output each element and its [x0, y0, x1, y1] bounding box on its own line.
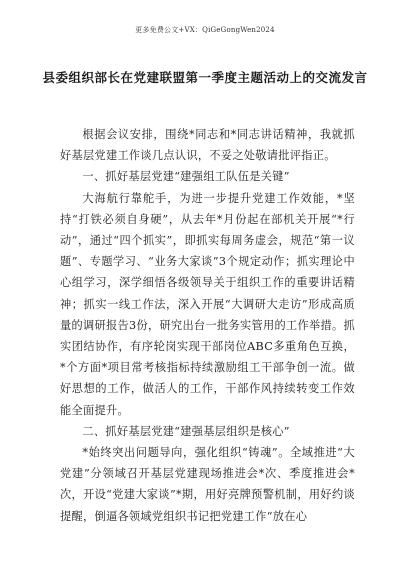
section-heading-1: 一、抓好基层党建“建强组工队伍是关键”: [82, 170, 290, 184]
section-2-paragraph: *始终突出问题导向，强化组织“铸魂”。全域推进“大党建”分领域召开基层党建现场推进会*次、季度推进会*次，开设“党建大家谈”*期，用好亮牌预警机制，用好约谈提醒，倒逼各领域党组织书记把党建工作“放在心: [60, 446, 355, 523]
intro-paragraph: 根据会议安排，围绕*同志和*同志讲话精神，我就抓好基层党建工作谈几点认识，不妥之处敬请批评指正。: [60, 128, 355, 163]
document-title: 县委组织部长在党建联盟第一季度主题活动上的交流发言: [42, 70, 368, 85]
section-heading-2: 二、抓好基层党建“建强基层组织是核心”: [82, 424, 290, 438]
document-body: [60, 124, 355, 527]
section-1-paragraph: 大海航行靠舵手，为进一步提升党建工作效能，*坚持“打铁必须自身硬”，从去年*月份起在部机关开展“*行动”，通过“四个抓实”，即抓实每周务虚会，规范“第一议题”、专题学习、“业务大家谈”3个规定动作；抓实理论中心组学习，深学细悟各级领导关于组织工作的重要讲话精神；抓实一线工作法，深入开展“大调研大走访”形成高质量的调研报告3份，研究出台一批务实管用的工作举措。抓实团结协作，有序轮岗实现干部岗位ABC多重角色互换，*个方面*项目常考核指标持续激励组工干部争创一流。做好思想的工作，做活人的工作，干部作风持续转变工作效能全面提升。: [60, 191, 355, 417]
header-note: 更多免费公文+VX：QiGeGongWen2024: [135, 26, 275, 34]
